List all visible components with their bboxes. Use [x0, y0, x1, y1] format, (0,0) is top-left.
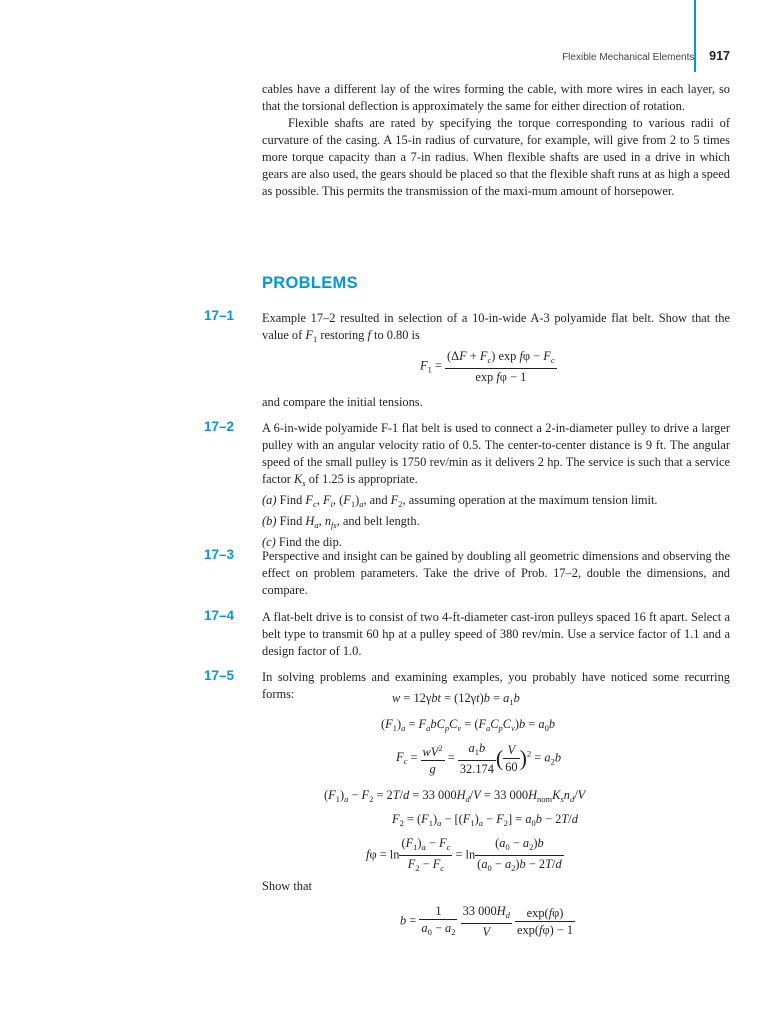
problems-heading: PROBLEMS: [262, 274, 358, 292]
page-number: 917: [709, 49, 730, 63]
equation-f1: $F_1$ = $\frac{(\Delta F + F_c) \exp f\varphi - F_c}{\text{exp fφ − 1}}$: [420, 349, 555, 384]
problem-17-2-text: A 6-in-wide polyamide F-1 flat belt is used to connect a 2-in-diameter pulley to drive a larger pulley with an angular velocity ratio of 0.5. The center-to-center distance is 9 ft. The angular speed of the small pulley is 1750 rev/min as it delivers 2 hp. The service is such that a service factor $K_s$ of 1.25 is appropriate. (a) Find $F_c$, $F_i$, $(F_1)_a$, and $F_2$, assuming operation at the maximum tension limit. (b) Find $H_a$, $n_{fs}$, and belt length. (c) Find the dip.: [262, 421, 730, 549]
p1-text-b: restoring: [320, 328, 365, 342]
running-head: [562, 49, 730, 63]
problem-17-4-text: A flat-belt drive is to consist of two 4-ft-diameter cast-iron pulleys spaced 16 ft apart. Select a belt type to transmit 60 hp at a pulley speed of 380 rev/min. Use a service factor of 1.1 and a design factor of 1.0.: [262, 610, 730, 658]
problem-number: 17–5: [204, 668, 235, 683]
p2-intro-tail: of 1.25 is appropriate.: [308, 472, 418, 486]
problem-17-3-text: Perspective and insight can be gained by doubling all geometric dimensions and observing the effect on problem parameters. Take the drive of Prob. 17–2, double the dimensions, and compare.: [262, 549, 730, 597]
equation-w: $w = 12\gamma bt = (12\gamma t)b = a_1b$: [392, 691, 520, 707]
equation-f-phi: fφ = ln $\frac{(F_1)_a - F_c}{F_2 - F_c}$ = ln $\frac{(a_0 - a_2)b}{(a_0 - a_2)b - 2T/d}$: [366, 836, 562, 873]
p2-part-b: (b) Find $H_a$, $n_{fs}$, and belt length.: [262, 514, 420, 530]
problem-number: 17–3: [204, 547, 235, 562]
intro-text: [262, 81, 730, 200]
problem-number: 17–2: [204, 419, 235, 434]
problem-17-1-text: Example 17–2 resulted in selection of a 10-in-wide A-3 polyamide flat belt. Show that the value of $F_1$ restoring f to 0.80 is: [262, 311, 730, 344]
equation-b: b = $\frac{1}{a_0 - a_2}$ $\frac{33 000H_d}{V}$ $\frac{\exp(f\varphi)}{\exp(f\varphi) - 1}$: [400, 904, 574, 939]
p2-part-a: (a) Find $F_c$, $F_i$, $(F_1)_a$, and $F_2$, assuming operation at the maximum tension limit.: [262, 493, 658, 509]
problem-number: 17–4: [204, 608, 235, 623]
p1-text-c: to 0.80 is: [374, 328, 420, 342]
equation-f1a: $(F_1)_a = F_abC_pC_v = (F_aC_pC_v)b = a_0b$: [381, 717, 556, 733]
intro-paragraph-1: cables have a different lay of the wires forming the cable, with more wires in each layer, so that the torsional deflection is approximately the same for either direction of rotation.: [262, 82, 730, 113]
show-that-label: Show that: [262, 879, 312, 893]
problem-17-5-text: In solving problems and examining examples, you probably have noticed some recurring forms:: [262, 670, 730, 701]
section-title-header: Flexible Mechanical Elements: [562, 52, 695, 63]
p2-part-c: (c) Find the dip.: [262, 535, 342, 549]
intro-paragraph-2: Flexible shafts are rated by specifying the torque corresponding to various radii of curvature of the casing. A 15-in radius of curvature, for example, will give from 2 to 5 times more torque capacity than a 7-in radius. When flexible shafts are used in a drive in which gears are also used, the gears should be placed so that the flexible shaft runs at as high a speed as possible. This permits the transmission of the maxi-mum amount of horsepower.: [262, 116, 730, 198]
p1-after: and compare the initial tensions.: [262, 395, 423, 409]
equation-f2: $F_2 = (F_1)_a - [(F_1)_a - F_2] = a_0b - 2T/d$: [392, 812, 578, 828]
equation-f1a-minus-f2: $(F_1)_a - F_2 = 2T/d = 33$ $000H_d/V = 33$ $000H_{nom}K_sn_d/V$: [324, 788, 586, 804]
p1-text-a: Example 17–2 resulted in selection of a 10-in-wide A-3 polyamide flat belt. Show that the value of: [262, 311, 730, 342]
problem-number: 17–1: [204, 308, 235, 323]
equation-fc: $F_c$ = $\frac{wV^2}{g}$ = $\frac{a_1b}{32.174}$ ( $\frac{V}{60}$ )$^2 = a_2b$: [396, 741, 562, 776]
p2-intro: A 6-in-wide polyamide F-1 flat belt is used to connect a 2-in-diameter pulley to drive a larger pulley with an angular velocity ratio of 0.5. The center-to-center distance is 9 ft. The angular speed of the small pulley is 1750 rev/min as it delivers 2 hp. The service is such that a service factor: [262, 421, 730, 486]
